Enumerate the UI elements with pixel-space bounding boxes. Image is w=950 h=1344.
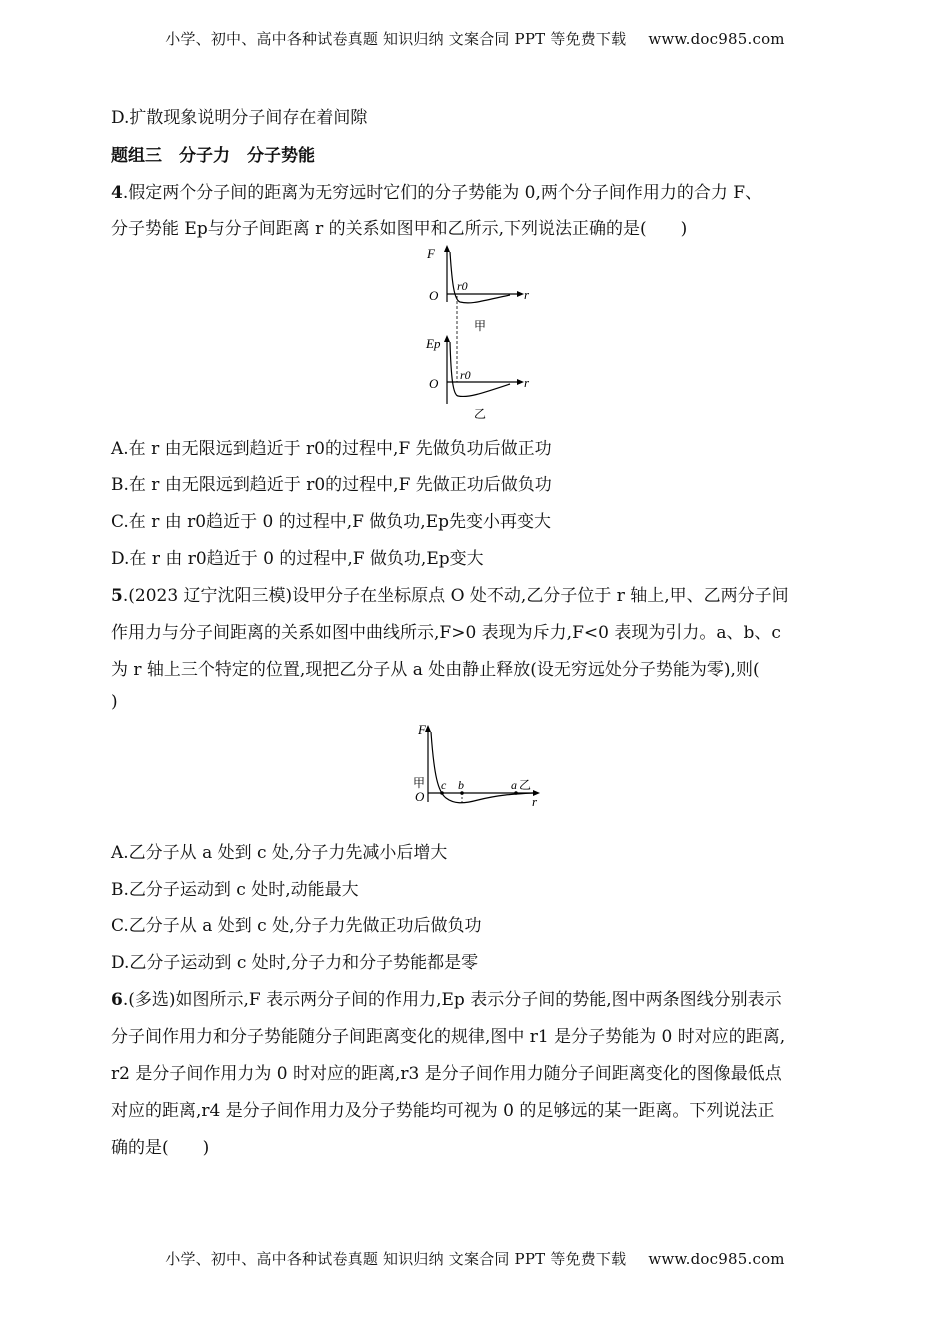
q4-option-c: C.在 r 由 r0趋近于 0 的过程中,F 做负功,Ep先变小再变大 xyxy=(111,512,552,532)
section-title: 题组三 分子力 分子势能 xyxy=(111,146,315,166)
q4-jia-caption: 甲 xyxy=(474,319,487,333)
q5-r-label: r xyxy=(532,794,538,809)
q5-figure xyxy=(408,720,548,810)
q4-number: 4 xyxy=(111,183,123,203)
q4-yi-r-label: r xyxy=(524,375,530,390)
q4-figure xyxy=(420,242,540,424)
q5-stem-1: 设甲分子在坐标原点 O 处不动,乙分子位于 r 轴上,甲、乙两分子间 xyxy=(292,586,789,606)
q5-stem-3: 为 r 轴上三个特定的位置,现把乙分子从 a 处由静止释放(设无穷远处分子势能为零),则( xyxy=(111,660,760,680)
q4-yi-Ep-label: Ep xyxy=(426,336,441,351)
q4-jia-y-arrow xyxy=(444,245,450,252)
q5-stem-line-1 xyxy=(111,581,789,606)
q5-c-label: c xyxy=(441,778,447,792)
footer-text: 小学、初中、高中各种试卷真题 知识归纳 文案合同 PPT 等免费下载 xyxy=(165,1250,627,1268)
prev-option-d: D.扩散现象说明分子间存在着间隙 xyxy=(111,108,368,128)
q4-jia-r-label: r xyxy=(524,287,530,302)
q4-stem-2: 分子势能 Ep与分子间距离 r 的关系如图甲和乙所示,下列说法正确的是( ) xyxy=(111,219,688,239)
q4-option-b: B.在 r 由无限远到趋近于 r0的过程中,F 先做正功后做负功 xyxy=(111,475,552,495)
q5-number: 5 xyxy=(111,586,123,606)
q4-yi-x-arrow xyxy=(517,379,524,385)
q6-stem-line-1 xyxy=(111,985,782,1010)
header-text: 小学、初中、高中各种试卷真题 知识归纳 文案合同 PPT 等免费下载 xyxy=(165,30,627,48)
q6-stem-2: 分子间作用力和分子势能随分子间距离变化的规律,图中 r1 是分子势能为 0 时对应的距离, xyxy=(111,1027,786,1047)
q5-b-label: b xyxy=(458,778,464,792)
q6-number: 6 xyxy=(111,990,123,1010)
q5-a-label: a xyxy=(511,778,517,792)
q4-jia-x-arrow xyxy=(517,291,524,297)
q5-jia-label: 甲 xyxy=(413,776,426,790)
header-site[interactable]: www.doc985.com xyxy=(648,30,785,48)
q4-yi-y-arrow xyxy=(444,335,450,342)
q6-stem-4: 对应的距离,r4 是分子间作用力及分子势能均可视为 0 的足够远的某一距离。下列说法正 xyxy=(111,1101,775,1121)
q4-jia-force-curve xyxy=(450,252,510,303)
q5-option-d: D.乙分子运动到 c 处时,分子力和分子势能都是零 xyxy=(111,953,479,973)
q4-yi-O-label: O xyxy=(429,376,439,391)
q6-stem-5: 确的是( ) xyxy=(111,1138,210,1158)
q4-option-d: D.在 r 由 r0趋近于 0 的过程中,F 做负功,Ep变大 xyxy=(111,549,484,569)
q5-option-a: A.乙分子从 a 处到 c 处,分子力先减小后增大 xyxy=(111,843,448,863)
q5-stem-2: 作用力与分子间距离的关系如图中曲线所示,F>0 表现为斥力,F<0 表现为引力。a、b、c xyxy=(111,623,781,643)
q4-jia-O-label: O xyxy=(429,288,439,303)
q4-jia-r0-label: r0 xyxy=(457,279,468,293)
q5-O-label: O xyxy=(415,789,425,804)
q5-option-b: B.乙分子运动到 c 处时,动能最大 xyxy=(111,880,359,900)
q4-fig-jia xyxy=(426,245,530,333)
q6-stem-3: r2 是分子间作用力为 0 时对应的距离,r3 是分子间作用力随分子间距离变化的图像最低点 xyxy=(111,1064,782,1084)
q5-force-curve xyxy=(431,732,533,803)
q4-option-a: A.在 r 由无限远到趋近于 r0的过程中,F 先做负功后做正功 xyxy=(111,439,552,459)
q5-source: .(2023 辽宁沈阳三模) xyxy=(122,586,293,606)
footer-site[interactable]: www.doc985.com xyxy=(648,1250,785,1268)
q4-stem-1: .假定两个分子间的距离为无穷远时它们的分子势能为 0,两个分子间作用力的合力 F、 xyxy=(122,183,763,203)
q5-option-c: C.乙分子从 a 处到 c 处,分子力先做正功后做负功 xyxy=(111,916,482,936)
page-header xyxy=(0,28,950,49)
q4-yi-caption: 乙 xyxy=(474,407,487,421)
q4-jia-F-label: F xyxy=(427,246,435,261)
q5-yi-label: 乙 xyxy=(519,778,532,792)
q4-fig-yi xyxy=(425,335,530,421)
q5-stem-4: ) xyxy=(111,692,118,712)
q4-yi-energy-curve xyxy=(450,342,510,397)
q5-F-label: F xyxy=(418,722,426,737)
q4-yi-r0-label: r0 xyxy=(460,368,471,382)
page-footer xyxy=(0,1248,950,1269)
q4-stem-line-1 xyxy=(111,178,762,203)
q6-stem-1: .(多选)如图所示,F 表示两分子间的作用力,Ep 表示分子间的势能,图中两条图线分别表示 xyxy=(122,990,782,1010)
